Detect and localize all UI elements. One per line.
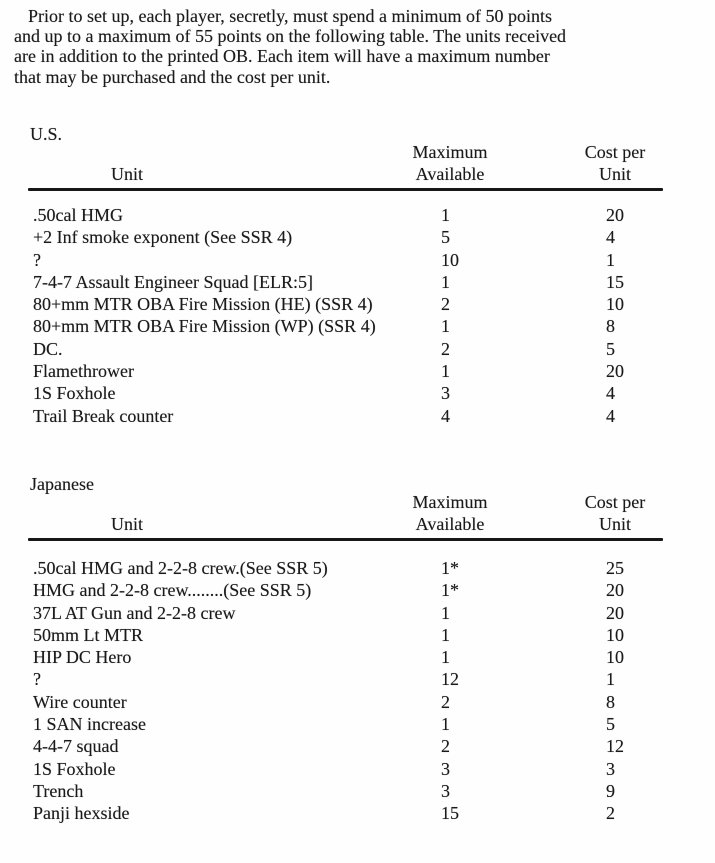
table-row: [0, 713, 715, 735]
header-line: Maximum: [412, 492, 488, 512]
unit-name-cell: Flamethrower: [33, 361, 134, 382]
max-available-cell: 1*: [441, 558, 459, 578]
header-line: Available: [415, 514, 485, 535]
cost-per-unit-cell: 20: [606, 602, 624, 623]
max-available-cell: 10: [441, 249, 459, 270]
max-available-cell: 1: [441, 205, 450, 225]
table-row: [0, 758, 715, 780]
cost-per-unit-cell: 8: [606, 691, 615, 712]
table-row: [0, 802, 715, 824]
max-available-column-header: [385, 141, 515, 186]
table-row: [0, 360, 715, 382]
table-row: [0, 691, 715, 713]
max-available-cell: 3: [441, 758, 450, 779]
cost-per-unit-column-header: [550, 491, 680, 536]
us-table-section: [0, 124, 715, 454]
unit-name-cell: ?: [33, 249, 41, 270]
header-line: Available: [415, 164, 485, 185]
max-available-cell: 1: [441, 361, 450, 382]
unit-name-cell: .50cal HMG: [33, 205, 123, 225]
intro-line: that may be purchased and the cost per unit.: [14, 66, 331, 87]
max-available-cell: 1: [441, 624, 450, 645]
intro-line: Prior to set up, each player, secretly, must spend a minimum of 50 points: [28, 6, 553, 26]
max-available-cell: 1*: [441, 580, 459, 601]
cost-per-unit-cell: 20: [606, 580, 624, 601]
table-rows: [0, 204, 715, 427]
unit-name-cell: 1S Foxhole: [33, 758, 116, 779]
unit-name-cell: 80+mm MTR OBA Fire Mission (HE) (SSR 4): [33, 294, 373, 315]
max-available-cell: 3: [441, 383, 450, 404]
section-label: U.S.: [30, 124, 63, 144]
unit-name-cell: DC.: [33, 338, 63, 359]
table-row: [0, 315, 715, 337]
table-row: [0, 579, 715, 601]
cost-per-unit-cell: 5: [606, 338, 615, 359]
unit-column-header: Unit: [110, 164, 143, 184]
table-row: [0, 557, 715, 579]
max-available-column-header: [385, 491, 515, 536]
max-available-cell: 3: [441, 780, 450, 801]
max-available-cell: 1: [441, 714, 450, 735]
cost-per-unit-cell: 12: [606, 736, 624, 757]
table-row: [0, 382, 715, 404]
cost-per-unit-cell: 15: [606, 271, 624, 292]
max-available-cell: 5: [441, 227, 450, 248]
max-available-cell: 1: [441, 647, 450, 668]
header-line: Cost per: [584, 492, 646, 512]
cost-per-unit-cell: 20: [606, 205, 624, 225]
cost-per-unit-cell: 1: [606, 249, 615, 270]
unit-name-cell: +2 Inf smoke exponent (See SSR 4): [33, 227, 293, 248]
intro-line: are in addition to the printed OB. Each item will have a maximum number: [14, 46, 550, 67]
table-row: [0, 780, 715, 802]
unit-name-cell: 1S Foxhole: [33, 383, 116, 404]
unit-name-cell: 50mm Lt MTR: [33, 624, 144, 645]
unit-name-cell: HIP DC Hero: [33, 647, 132, 668]
table-rows: [0, 557, 715, 825]
max-available-cell: 2: [441, 294, 450, 315]
cost-per-unit-cell: 9: [606, 780, 615, 801]
cost-per-unit-cell: 10: [606, 624, 624, 645]
max-available-cell: 2: [441, 691, 450, 712]
cost-per-unit-cell: 1: [606, 669, 615, 690]
cost-per-unit-cell: 4: [606, 227, 615, 248]
max-available-cell: 1: [441, 602, 450, 623]
max-available-cell: 1: [441, 316, 450, 337]
unit-column-header: Unit: [110, 514, 143, 534]
unit-name-cell: Wire counter: [33, 691, 127, 712]
max-available-cell: 1: [441, 271, 450, 292]
table-row: [0, 405, 715, 427]
unit-name-cell: 7-4-7 Assault Engineer Squad [ELR:5]: [33, 271, 313, 292]
unit-name-cell: 80+mm MTR OBA Fire Mission (WP) (SSR 4): [33, 316, 376, 337]
unit-name-cell: 4-4-7 squad: [33, 736, 119, 757]
table-row: [0, 249, 715, 271]
max-available-cell: 15: [441, 803, 459, 824]
cost-per-unit-cell: 2: [606, 803, 615, 824]
cost-per-unit-cell: 8: [606, 316, 615, 337]
table-row: [0, 735, 715, 757]
intro-line: and up to a maximum of 55 points on the following table. The units received: [14, 26, 567, 47]
section-label: Japanese: [30, 474, 94, 494]
table-row: [0, 624, 715, 646]
japanese-table-section: [0, 474, 715, 854]
table-row: [0, 646, 715, 668]
header-line: Cost per: [584, 142, 646, 162]
max-available-cell: 2: [441, 338, 450, 359]
unit-name-cell: 37L AT Gun and 2-2-8 crew: [33, 602, 236, 623]
unit-name-cell: Trench: [33, 780, 84, 801]
cost-per-unit-column-header: [550, 141, 680, 186]
cost-per-unit-cell: 10: [606, 294, 624, 315]
unit-name-cell: Trail Break counter: [33, 405, 174, 426]
table-row: [0, 226, 715, 248]
max-available-cell: 2: [441, 736, 450, 757]
table-row: [0, 602, 715, 624]
header-line: Unit: [598, 514, 631, 535]
cost-per-unit-cell: 3: [606, 758, 615, 779]
intro-paragraph: [14, 6, 684, 87]
unit-name-cell: .50cal HMG and 2-2-8 crew.(See SSR 5): [33, 558, 328, 578]
cost-per-unit-cell: 20: [606, 361, 624, 382]
table-row: [0, 271, 715, 293]
cost-per-unit-cell: 10: [606, 647, 624, 668]
table-header-rule: [28, 538, 663, 541]
max-available-cell: 12: [441, 669, 459, 690]
unit-name-cell: HMG and 2-2-8 crew........(See SSR 5): [33, 580, 312, 601]
table-row: [0, 204, 715, 226]
cost-per-unit-cell: 4: [606, 405, 615, 426]
header-line: Maximum: [412, 142, 488, 162]
cost-per-unit-cell: 4: [606, 383, 615, 404]
table-row: [0, 293, 715, 315]
table-header-rule: [28, 188, 663, 191]
unit-name-cell: 1 SAN increase: [33, 714, 146, 735]
table-row: [0, 668, 715, 690]
cost-per-unit-cell: 5: [606, 714, 615, 735]
unit-name-cell: Panji hexside: [33, 803, 130, 824]
header-line: Unit: [598, 164, 631, 185]
max-available-cell: 4: [441, 405, 450, 426]
table-row: [0, 338, 715, 360]
unit-name-cell: ?: [33, 669, 41, 690]
cost-per-unit-cell: 25: [606, 558, 624, 578]
